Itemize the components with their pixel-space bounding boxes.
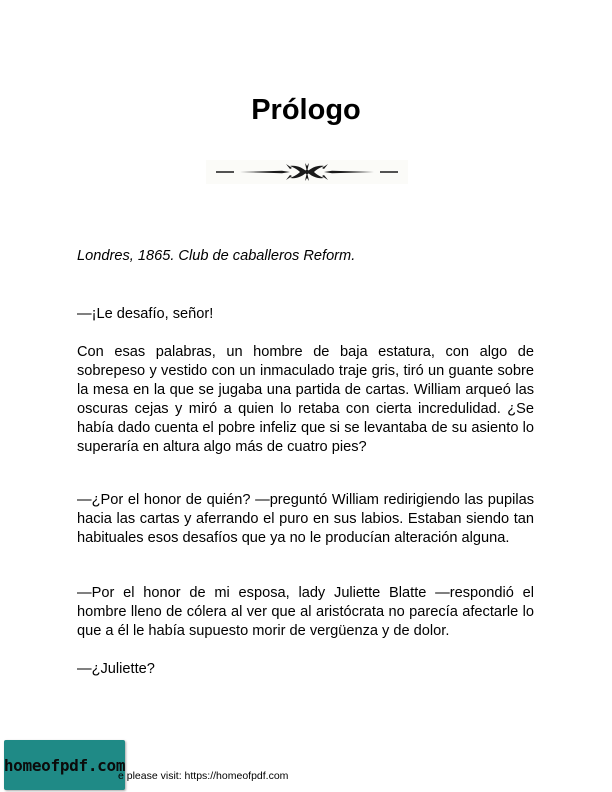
decorative-divider-icon [206,160,408,184]
site-logo-badge[interactable] [4,740,125,790]
paragraph: —Por el honor de mi esposa, lady Juliette Blatte —respondió el hombre lleno de cólera al ver que al aristócrata no parecía afectarle lo que a él le había supuesto morir de vergüenza y de dolor. [77,585,534,639]
footer-visit-link-text[interactable]: e please visit: https://homeofpdf.com [118,770,289,782]
place-and-date-line: Londres, 1865. Club de caballeros Reform. [77,248,356,264]
paragraph: —¿Juliette? [77,661,155,677]
site-logo-text: homeofpdf.com [3,755,126,775]
paragraph: —¡Le desafío, señor! [77,306,214,322]
chapter-title: Prólogo [251,94,361,126]
paragraph: Con esas palabras, un hombre de baja estatura, con algo de sobrepeso y vestido con un inmaculado traje gris, tiró un guante sobre la mesa en la que se jugaba una partida de cartas. William arqueó las oscuras cejas y miró a quien lo retaba con cierta incredulidad. ¿Se había dado cuenta el pobre infeliz que si se levantaba de su asiento lo superaría en altura algo más de cuatro pies? [77,344,534,455]
paragraph: —¿Por el honor de quién? —preguntó William redirigiendo las pupilas hacia las cartas y aferrando el puro en sus labios. Estaban siendo tan habituales esos desafíos que ya no le producían alteración alguna. [77,492,534,546]
